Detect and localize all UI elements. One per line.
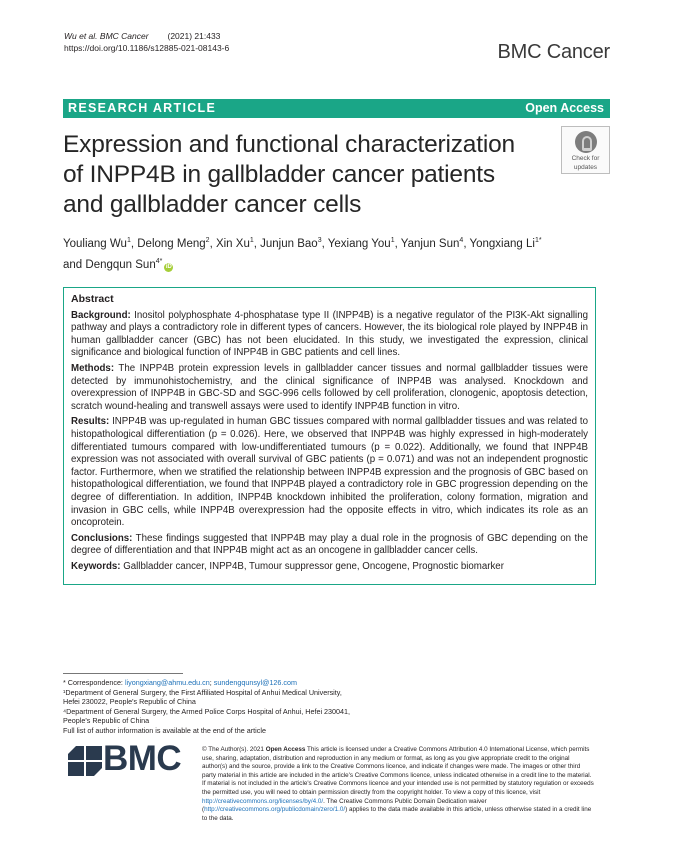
methods-label: Methods:	[71, 362, 115, 374]
abstract-keywords	[71, 561, 588, 574]
citation-block	[64, 30, 229, 54]
bmc-logo-icon	[68, 746, 102, 776]
author-separator: ,	[321, 237, 328, 250]
abstract-heading: Abstract	[71, 293, 114, 305]
author-separator: and	[63, 258, 86, 271]
cc-license-link[interactable]: http://creativecommons.org/licenses/by/4.0/	[202, 797, 324, 805]
orcid-icon[interactable]: iD	[165, 263, 172, 270]
author-name[interactable]: Delong Meng	[137, 237, 206, 250]
abstract-methods	[71, 363, 588, 413]
author-affiliation-sup: 4	[459, 237, 464, 244]
background-label: Background:	[71, 309, 131, 321]
author-name[interactable]: Xin Xu	[215, 237, 250, 250]
affiliation-4: ⁴Department of General Surgery, the Armed Police Corps Hospital of Anhui, Hefei 230041, People's Republic of China	[63, 706, 351, 726]
conclusions-label: Conclusions:	[71, 532, 133, 544]
publisher-logo-text: BMC	[103, 739, 182, 778]
author-affiliation-sup: 1	[390, 237, 395, 244]
affiliation-1: ¹Department of General Surgery, the First Affiliated Hospital of Anhui Medical University, Hefei 230022, People's Republic of China	[63, 687, 342, 707]
author-affiliation-sup: 2	[205, 237, 210, 244]
correspondence-label: * Correspondence:	[63, 678, 125, 687]
author-separator: ,	[253, 237, 261, 250]
check-updates-icon	[575, 131, 597, 153]
author-separator: ,	[463, 237, 470, 250]
email-separator: ;	[209, 678, 214, 687]
author-affiliation-sup: 4*	[155, 257, 163, 265]
abstract-box	[63, 287, 596, 585]
author-affiliation-sup: 3	[317, 237, 322, 244]
full-list-note: Full list of author information is available at the end of the article	[63, 725, 266, 735]
email-link-1[interactable]: liyongxiang@ahmu.edu.cn	[124, 678, 210, 687]
abstract-conclusions	[71, 533, 588, 558]
license-waiver: . The Creative Commons Public Domain Dedication waiver (	[202, 797, 487, 814]
abstract-background	[71, 310, 588, 360]
citation-authors: Wu et al.	[64, 31, 98, 41]
author-separator: ,	[130, 237, 138, 250]
background-text: Inositol polyphosphate 4-phosphatase type II (INPP4B) is a negative regulator of the PI3K-Akt signalling pathway and plays a contradictory role in different types of cancers. However, the its biological role played by INPP4B in human gallbladder cancer (GBC) has not been elucidated. In this study, we investigated the expression, clinical significance and biological function of INPP4B in GBC patients and cell lines.	[71, 309, 588, 359]
article-type-label: RESEARCH ARTICLE	[68, 101, 217, 115]
abstract-results	[71, 416, 588, 529]
author-separator: ,	[209, 237, 216, 250]
license-copyright: © The Author(s). 2021	[202, 746, 266, 753]
check-updates-label-1: Check for	[571, 155, 600, 162]
author-name[interactable]: Junjun Bao	[260, 237, 318, 250]
author-affiliation-sup: 1	[249, 237, 254, 244]
open-access-label: Open Access	[525, 101, 604, 115]
conclusions-text: These findings suggested that INPP4B may play a dual role in the prognosis of GBC depending on the degree of differentiation and that INPP4B might act as an oncogene in gallbladder cancer cells.	[71, 532, 588, 557]
check-for-updates-button[interactable]	[561, 126, 610, 174]
license-text	[202, 746, 594, 823]
keywords-label: Keywords:	[71, 560, 121, 572]
footnotes	[63, 678, 353, 736]
article-type-banner	[63, 99, 610, 118]
author-name[interactable]: Yanjun Sun	[400, 237, 460, 250]
keywords-text: Gallbladder cancer, INPP4B, Tumour suppressor gene, Oncogene, Prognostic biomarker	[120, 560, 504, 572]
results-text: INPP4B was up-regulated in human GBC tissues compared with normal gallbladder tissues and was related to histopathological differentiation (p = 0.026). Here, we observed that INPP4B was highly expressed in high-moderately differentiated tumours compared with low-undifferentiated tumours (p = 0.022). Additionally, we found that INPP4B expression was not associated with overall survival of GBC patients (p = 0.071) and was not an independent prognostic factor. Furthermore, when we stratified the relationship between INPP4B expression and the prognosis of GBC based on histopathological differentiation, we found that INPP4B played a contradictory role in GBC progression depending on the degree of differentiation. In addition, INPP4B knockdown inhibited the proliferation, colony formation, migration and invasion in GBC cells, while INPP4B overexpression had the opposite effects in vitro, which indicates its role as an oncoprotein.	[71, 416, 588, 529]
citation-journal: BMC Cancer	[99, 31, 149, 41]
citation-line	[64, 30, 229, 42]
footnote-divider	[63, 673, 183, 674]
author-name[interactable]: Dengqun Sun	[85, 258, 156, 271]
check-updates-label-2: updates	[573, 164, 598, 171]
author-affiliation-sup: 1*	[534, 237, 542, 244]
journal-name: BMC Cancer	[497, 41, 610, 63]
author-list	[63, 232, 553, 274]
license-tail: ) applies to the data made available in this article, unless otherwise stated in a credit line to the data.	[202, 806, 592, 822]
author-affiliation-sup: 1	[126, 237, 131, 244]
citation-year: (2021) 21:433	[167, 31, 221, 41]
author-name[interactable]: Yongxiang Li	[469, 237, 535, 250]
article-title: Expression and functional characterization of INPP4B in gallbladder cancer patients and gallbladder cancer cells	[63, 131, 515, 218]
results-label: Results:	[71, 416, 110, 428]
author-separator: ,	[394, 237, 401, 250]
license-body: This article is licensed under a Creative Commons Attribution 4.0 International License, which permits use, sharing, adaptation, distribution and reproduction in any medium or format, as long as you give appropriate credit to the original author(s) and the source, provide a link to the Creative Commons licence, and indicate if changes were made. The images or other third party material in this article are included in the article's Creative Commons licence, unless indicated otherwise in a credit line to the material. If material is not included in the article's Creative Commons licence and your intended use is not permitted by statutory regulation or exceeds the permitted use, you will need to obtain permission directly from the copyright holder. To view a copy of this licence, visit	[202, 746, 594, 796]
doi-link[interactable]: https://doi.org/10.1186/s12885-021-08143-6	[64, 43, 230, 53]
cc-zero-link[interactable]: http://creativecommons.org/publicdomain/zero/1.0/	[204, 806, 346, 814]
methods-text: The INPP4B protein expression levels in gallbladder cancer tissues and normal gallbladder tissues were detected by immunohistochemistry, and the clinical significance of INPP4B was analysed. Knockdown and overexpression of INPP4B in GBC-SD and SGC-996 cells followed by cell proliferation, clonogenic, apoptosis detection, scratch wound-healing and transwell assays were used to identify INPP4B function in vitro.	[71, 362, 588, 412]
author-name[interactable]: Youliang Wu	[63, 237, 127, 250]
correspondence-line	[63, 678, 353, 688]
license-oa-label: Open Access	[265, 746, 306, 753]
author-name[interactable]: Yexiang You	[327, 237, 391, 250]
email-link-2[interactable]: sundengqunsyl@126.com	[213, 678, 297, 687]
